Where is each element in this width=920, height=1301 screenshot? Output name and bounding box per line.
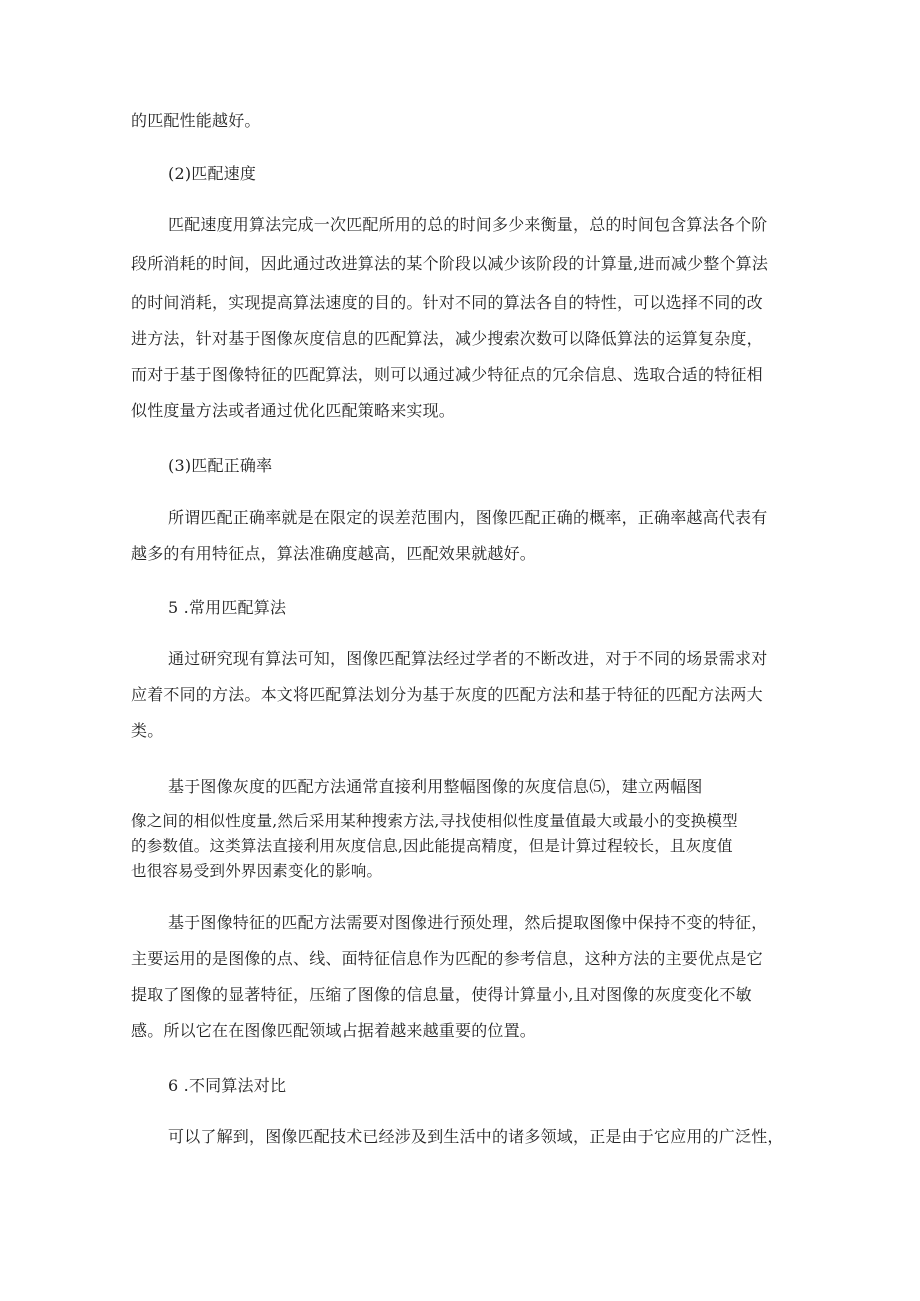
text-line: 也很容易受到外界因素变化的影响。 xyxy=(131,862,383,880)
section-heading: (2)匹配速度 xyxy=(168,164,257,183)
text-line: 像之间的相似性度量,然后采用某种搜索方法,寻找使相似性度量值最大或最小的变换模型 xyxy=(131,812,738,830)
text-line: 越多的有用特征点，算法准确度越高，匹配效果就越好。 xyxy=(131,544,537,563)
text-line: 提取了图像的显著特征，压缩了图像的信息量，使得计算量小,且对图像的灰度变化不敏 xyxy=(131,985,752,1004)
text-line: 而对于基于图像特征的匹配算法，则可以通过减少特征点的冗余信息、选取合适的特征相 xyxy=(131,365,763,384)
text-line: 可以了解到，图像匹配技术已经涉及到生活中的诸多领域，正是由于它应用的广泛性， xyxy=(168,1127,784,1146)
text-line: 似性度量方法或者通过优化匹配策略来实现。 xyxy=(131,401,456,420)
text-line: 类。 xyxy=(131,721,164,740)
text-line: 基于图像特征的匹配方法需要对图像进行预处理，然后提取图像中保持不变的特征， xyxy=(168,913,768,932)
section-heading: (3)匹配正确率 xyxy=(168,456,273,475)
text-line: 通过研究现有算法可知，图像匹配算法经过学者的不断改进，对于不同的场景需求对 xyxy=(168,649,768,668)
text-line: 感。所以它在在图像匹配领域占据着越来越重要的位置。 xyxy=(131,1021,537,1040)
text-line: 匹配速度用算法完成一次匹配所用的总的时间多少来衡量，总的时间包含算法各个阶 xyxy=(168,215,768,234)
text-line: 的时间消耗，实现提高算法速度的目的。针对不同的算法各自的特性，可以选择不同的改 xyxy=(131,293,763,312)
text-line: 段所消耗的时间，因此通过改进算法的某个阶段以减少该阶段的计算量,进而减少整个算法 xyxy=(131,254,769,273)
text-line: 的匹配性能越好。 xyxy=(131,111,261,130)
text-line: 基于图像灰度的匹配方法通常直接利用整幅图像的灰度信息⑸，建立两幅图 xyxy=(168,777,703,796)
text-line: 主要运用的是图像的点、线、面特征信息作为匹配的参考信息，这种方法的主要优点是它 xyxy=(131,949,763,968)
text-line: 应着不同的方法。本文将匹配算法划分为基于灰度的匹配方法和基于特征的匹配方法两大 xyxy=(131,685,763,704)
text-line: 所谓匹配正确率就是在限定的误差范围内，图像匹配正确的概率，正确率越高代表有 xyxy=(168,508,768,527)
section-heading: 6 .不同算法对比 xyxy=(168,1076,287,1095)
section-heading: 5 .常用匹配算法 xyxy=(168,598,287,617)
text-line: 的参数值。这类算法直接利用灰度信息,因此能提高精度，但是计算过程较长，且灰度值 xyxy=(131,837,733,855)
text-line: 进方法，针对基于图像灰度信息的匹配算法，减少搜索次数可以降低算法的运算复杂度， xyxy=(131,329,763,348)
